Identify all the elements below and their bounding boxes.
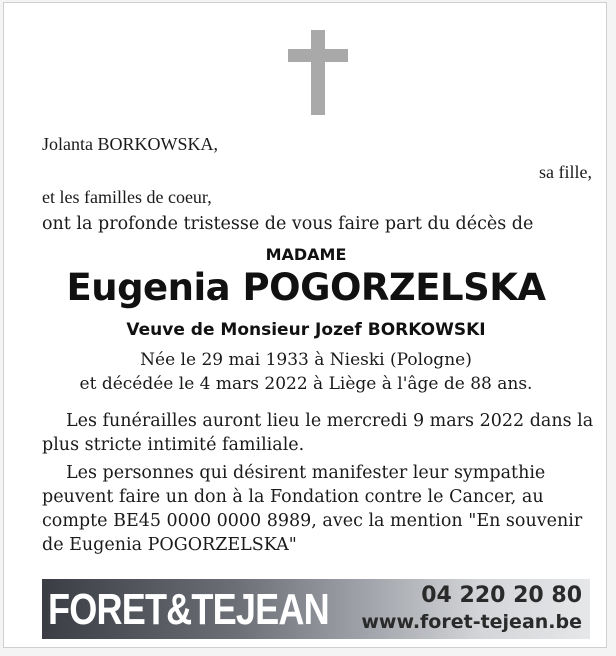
funeral-home-banner[interactable] [42, 579, 590, 639]
funeral-paragraph: Les funérailles auront lieu le mercredi 9 mars 2022 dans la plus stricte intimité familiale. [42, 411, 594, 455]
widow-of-line: Veuve de Monsieur Jozef BORKOWSKI [126, 320, 486, 340]
announcement-line: ont la profonde tristesse de vous faire part du décès de [42, 214, 534, 234]
families-line: et les familles de coeur, [42, 187, 212, 207]
birth-line: Née le 29 mai 1933 à Nieski (Pologne) [140, 350, 472, 370]
relation-label: sa fille, [539, 162, 592, 182]
death-line: et décédée le 4 mars 2022 à Liège à l'âge de 88 ans. [79, 374, 533, 394]
honorific: MADAME [265, 245, 347, 264]
obituary-notice [3, 2, 607, 648]
website-link[interactable]: www.foret-tejean.be [361, 611, 582, 633]
phone-number[interactable]: 04 220 20 80 [421, 583, 582, 608]
funeral-home-logo: FORET&TEJEAN [48, 585, 329, 634]
deceased-name: Eugenia POGORZELSKA [66, 266, 546, 309]
announcer-name: Jolanta BORKOWSKA, [42, 134, 218, 154]
cross-icon [288, 30, 348, 115]
donation-paragraph: Les personnes qui désirent manifester leur sympathie peuvent faire un don à la Fondation contre le Cancer, au compte BE45 0000 0000 8989, avec la mention "En souvenir de Eugenia POGORZELSKA" [42, 463, 583, 555]
